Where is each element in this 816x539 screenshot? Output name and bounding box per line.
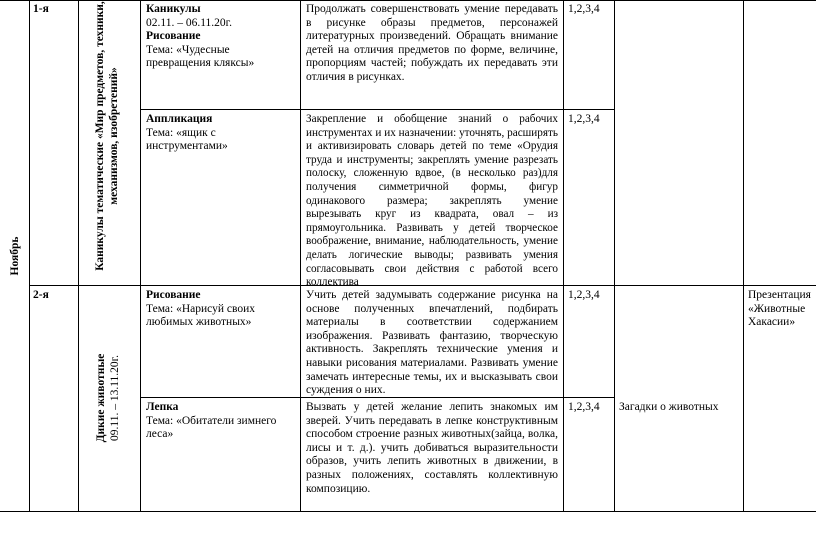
col-divider-week	[78, 0, 79, 512]
week-topic	[94, 273, 124, 523]
week-number: 2-я	[33, 289, 49, 301]
week-topic	[93, 0, 125, 279]
activity-integration: 1,2,3,4	[568, 401, 600, 413]
col-divider-content	[563, 0, 564, 512]
activity-final: Презентация «Животные Хакасии»	[748, 289, 811, 329]
activity-cell	[146, 3, 296, 71]
activity-theme: Тема: «ящик с инструментами»	[146, 126, 228, 153]
week-topic-line: 09.11. – 13.11.20г.	[109, 355, 121, 441]
col-divider-topic	[140, 0, 141, 512]
activity-theme: Тема: «Обитатели зимнего леса»	[146, 414, 277, 441]
activity-cell	[146, 289, 296, 330]
activity-content: Вызвать у детей желание лепить знакомых им зверей. Учить передавать в лепке конструктивным способом строение разных животных(зайца, волка, лисы и т. д.). учить добиваться выразительности образов, учить лепить животных в движении, в разных положениях, составлять коллективную композицию.	[306, 401, 558, 495]
activity-cell	[146, 401, 296, 442]
activity-title: Каникулы	[146, 3, 201, 15]
activity-cell	[146, 113, 296, 154]
activity-theme: Тема: «Чудесные превращения кляксы»	[146, 43, 255, 70]
activity-title: Аппликация	[146, 113, 213, 125]
activity-theme: Тема: «Нарисуй своих любимых животных»	[146, 302, 255, 329]
activity-content: Продолжать совершенствовать умение передавать в рисунке образы предметов, персонажей литературных произведений. Обращать внимание детей на отличия предметов по форме, величине, пропорциям частей; побуждать их передавать эти отличия в рисунках.	[306, 3, 558, 83]
week-topic-line: механизмов, изобретений»	[108, 67, 120, 205]
week-number: 1-я	[33, 3, 49, 15]
col-divider-activity	[300, 0, 301, 512]
col-divider-extra	[743, 0, 744, 512]
activity-integration: 1,2,3,4	[568, 113, 600, 125]
activity-extra: Загадки о животных	[619, 401, 719, 413]
month-label: Ноябрь	[9, 236, 21, 276]
activity-content: Закрепление и обобщение знаний о рабочих инструментах и их назначении: уточнять, расширять и активизировать словарь детей по теме «Орудия труда и инструменты; закреплять умение разрезать полоску, сложенную вдвое, (в несколько раз)для получения симметричной формы, фигур одинакового размера; закреплять умение вырезывать круг из квадрата, овал – из прямоугольника. Развивать у детей творческое воображение, внимание, наблюдательность, умение делать логические выводы; развивать умения согласовывать свои действия с работой всего коллектива	[306, 113, 558, 289]
activity-title: Рисование	[146, 289, 201, 301]
activity-integration: 1,2,3,4	[568, 3, 600, 15]
activity-subtitle: Рисование	[146, 30, 201, 43]
activity-content: Учить детей задумывать содержание рисунка на основе полученных впечатлений, подбирать материалы в соответствии содержанием изображения. Развивать фантазию, творческую активность. Закреплять технические умения и навыки рисования материалами. Развивать умение замечать интересные темы, их и высказывать свои суждения о них.	[306, 289, 558, 397]
col-divider-integration	[614, 0, 615, 512]
week-topic-line: Дикие животные	[95, 353, 107, 443]
activity-integration: 1,2,3,4	[568, 289, 600, 301]
activity-title: Лепка	[146, 401, 179, 413]
week-topic-line: Каникулы тематические «Мир предметов, техники,	[94, 1, 106, 271]
col-divider-month	[29, 0, 30, 512]
activity-dates: 02.11. – 06.11.20г.	[146, 16, 232, 29]
row-divider-1	[140, 109, 614, 110]
